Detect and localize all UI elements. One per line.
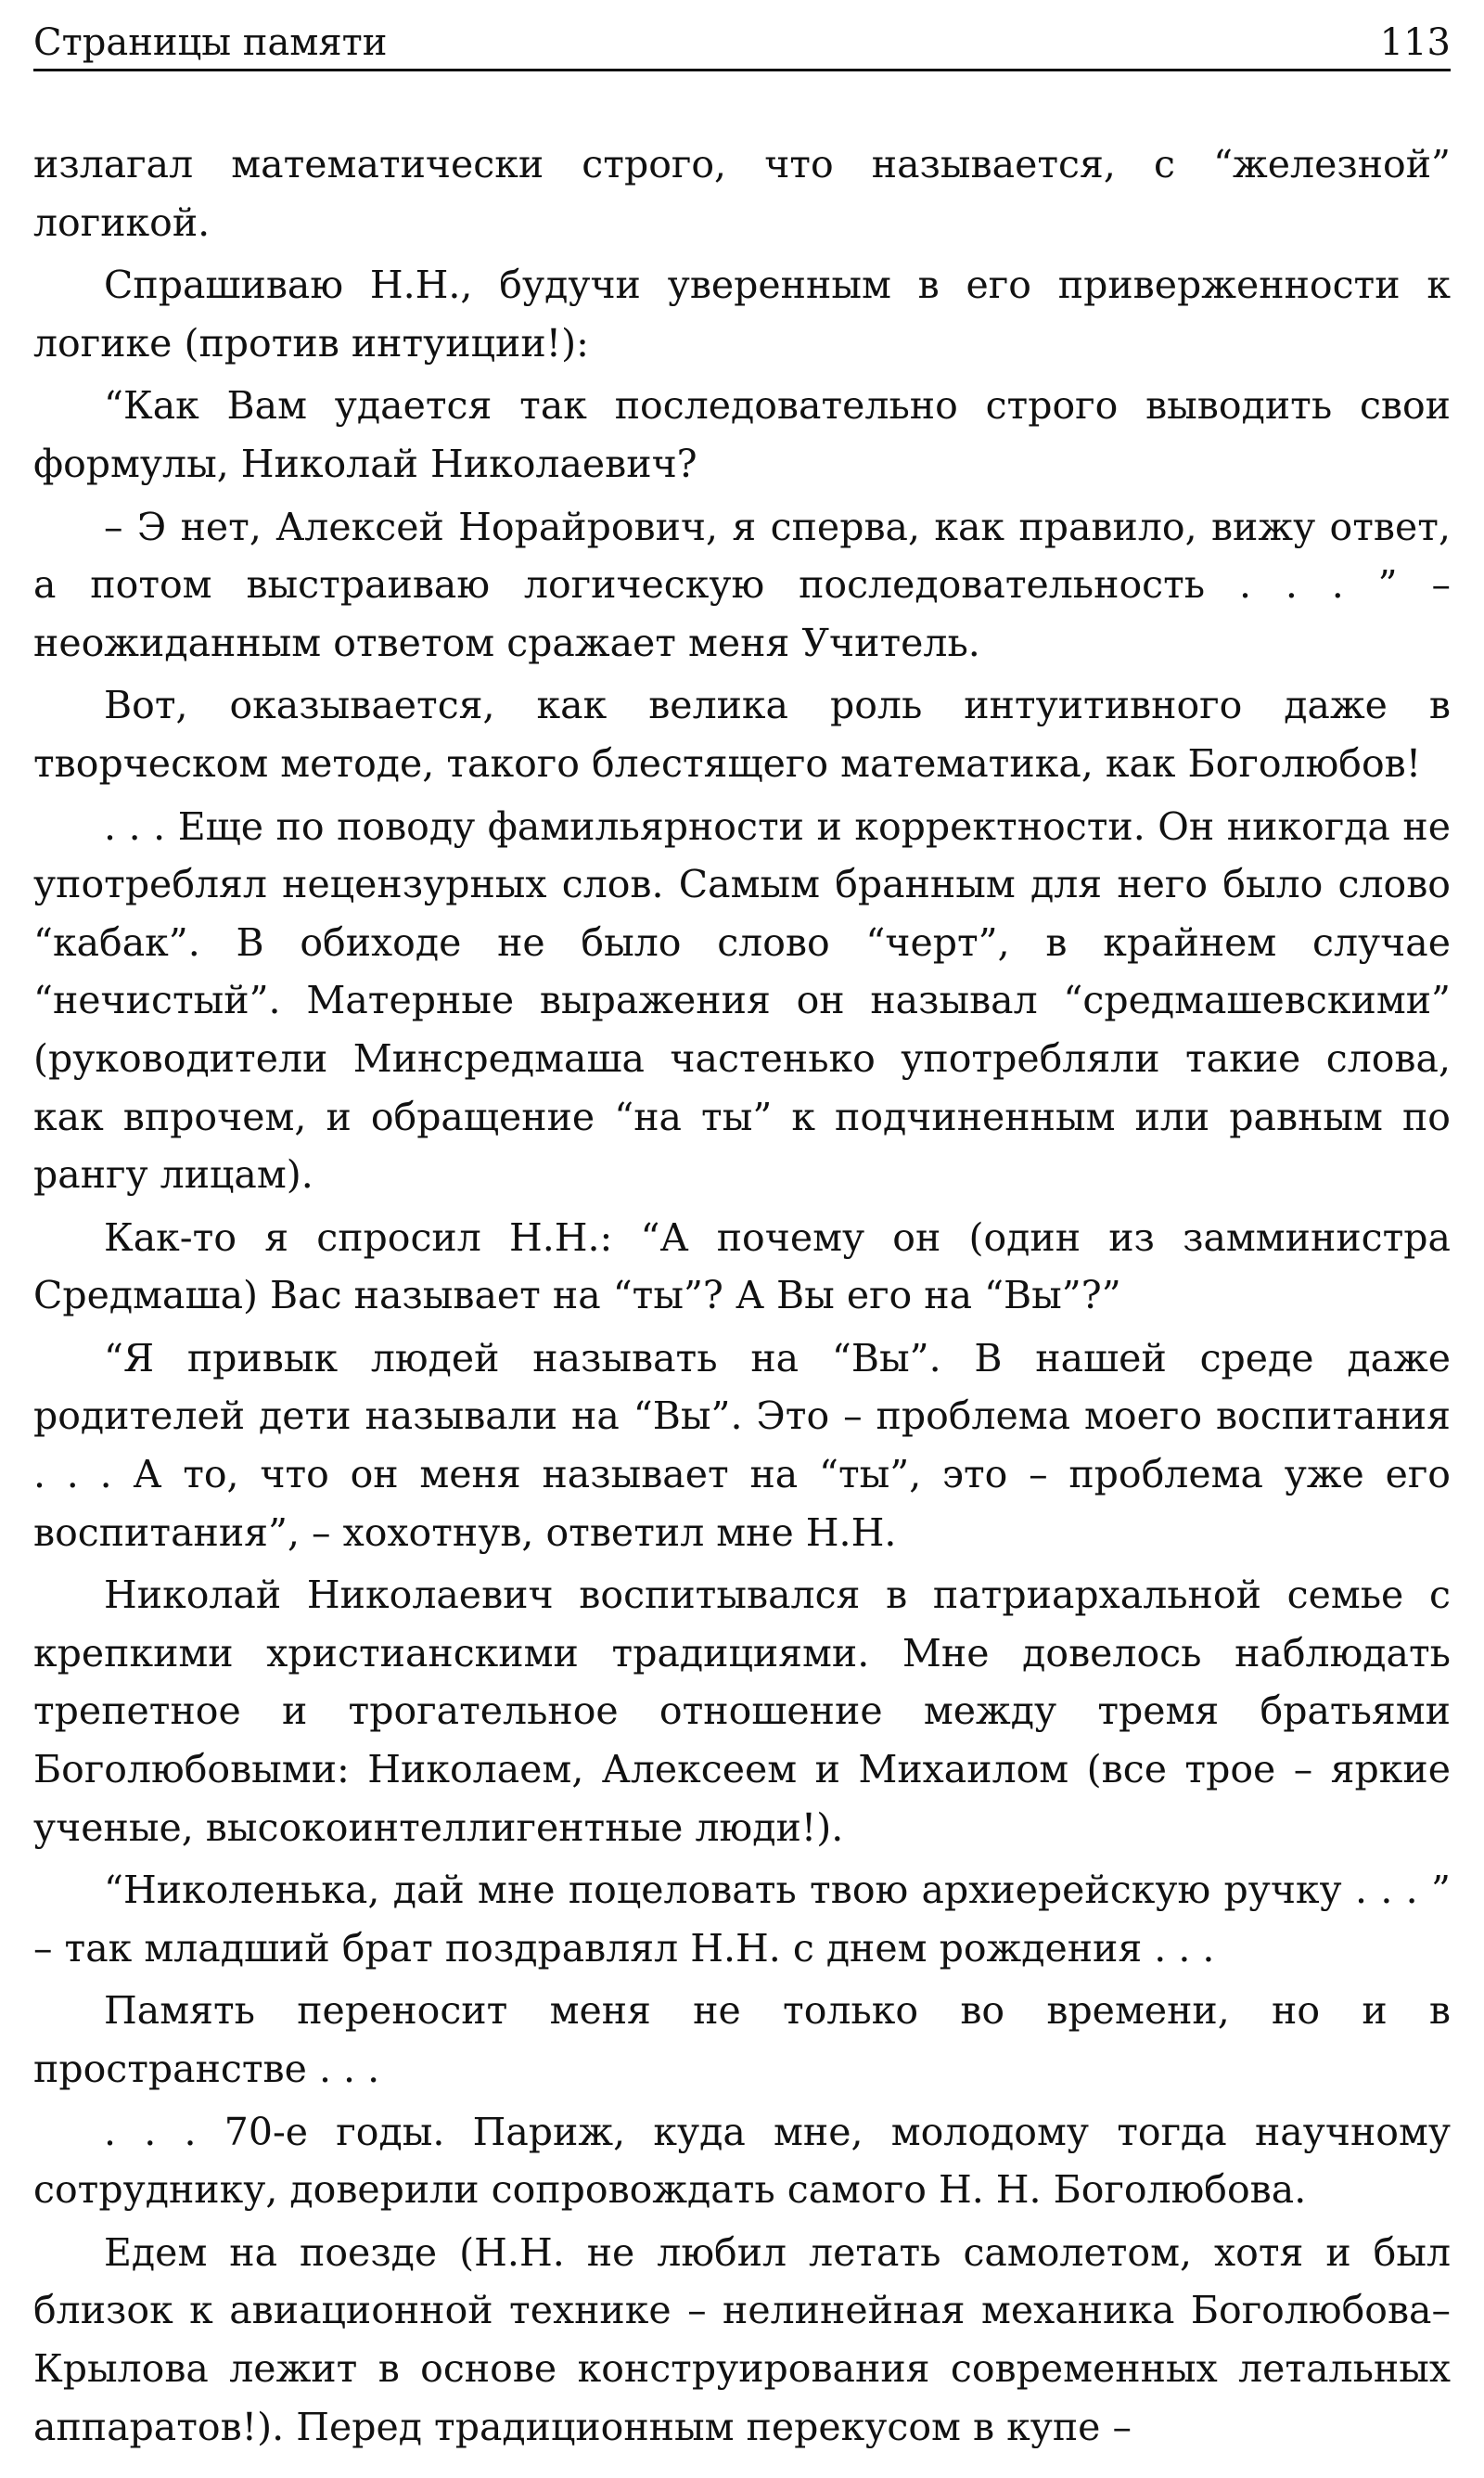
paragraph: “Как Вам удается так последовательно строго выводить свои формулы, Николай Николаевич?	[33, 383, 1451, 486]
book-page	[33, 0, 1451, 2478]
paragraph: . . . 70-е годы. Париж, куда мне, молодому тогда научному сотруднику, доверили сопровождать самого Н. Н. Боголюбова.	[33, 2109, 1451, 2213]
paragraph: Как-то я спросил Н.Н.: “А почему он (один из замминистра Средмаша) Вас называет на “ты”? А Вы его на “Вы”?”	[33, 1214, 1451, 1318]
paragraph: Вот, оказывается, как велика роль интуитивного даже в творческом методе, такого блестящего математика, как Боголюбов!	[33, 683, 1451, 786]
body-text	[33, 135, 1451, 2460]
running-title: Страницы памяти	[33, 21, 388, 64]
paragraph: Спрашиваю Н.Н., будучи уверенным в его приверженности к логике (против интуиции!):	[33, 263, 1451, 366]
paragraph: Едем на поезде (Н.Н. не любил летать самолетом, хотя и был близок к авиационной технике – нелинейная механика Боголюбова–Крылова лежит в основе конструирования современных летальных аппаратов!). Перед традиционным перекусом в купе –	[33, 2229, 1451, 2449]
paragraph: – Э нет, Алексей Норайрович, я сперва, как правило, вижу ответ, а потом выстраиваю логическую последовательность . . . ” – неожиданным ответом сражает меня Учитель.	[33, 504, 1451, 665]
page-number: 113	[1379, 21, 1451, 64]
paragraph: излагал математически строго, что называется, с “железной” логикой.	[33, 142, 1451, 245]
paragraph: Николай Николаевич воспитывался в патриархальной семье с крепкими христианскими традициями. Мне довелось наблюдать трепетное и трогательное отношение между тремя братьями Боголюбовыми: Николаем, Алексеем и Михаилом (все трое – яркие ученые, высокоинтеллигентные люди!).	[33, 1573, 1451, 1850]
running-head	[33, 13, 1451, 71]
paragraph: Память переносит меня не только во времени, но и в пространстве . . .	[33, 1988, 1451, 2091]
paragraph: . . . Еще по поводу фамильярности и корректности. Он никогда не употреблял нецензурных слов. Самым бранным для него было слово “кабак”. В обиходе не было слово “черт”, в крайнем случае “нечистый”. Матерные выражения он называл “средмашевскими” (руководители Минсредмаша частенько употребляли такие слова, как впрочем, и обращение “на ты” к подчиненным или равным по рангу лицам).	[33, 803, 1451, 1198]
paragraph: “Я привык людей называть на “Вы”. В нашей среде даже родителей дети называли на “Вы”. Это – проблема моего воспитания . . . А то, что он меня называет на “ты”, это – проблема уже его воспитания”, – хохотнув, ответил мне Н.Н.	[33, 1335, 1451, 1555]
paragraph: “Николенька, дай мне поцеловать твою архиерейскую ручку . . . ” – так младший брат поздравлял Н.Н. с днем рождения . . .	[33, 1868, 1451, 1971]
